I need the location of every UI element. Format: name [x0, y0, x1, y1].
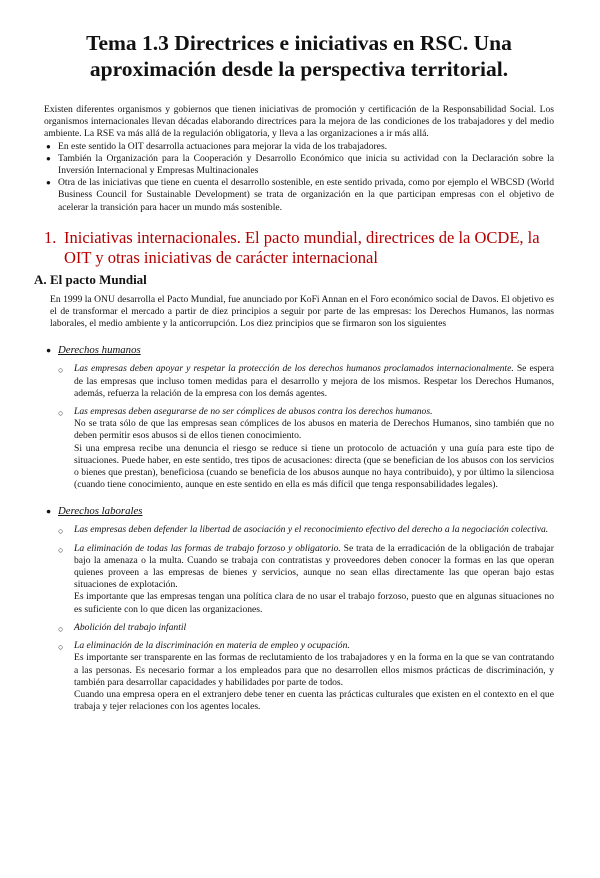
principle-text: No se trata sólo de que las empresas sean cómplices de los abusos en materia de Derechos Humanos, sino también que no deben permitir esos abusos si de ellos tienen conocimiento. — [74, 418, 554, 442]
pacto-mundial-paragraph: En 1999 la ONU desarrolla el Pacto Mundial, fue anunciado por KoFi Annan en el Foro económico social de Davos. El objetivo es el de transformar el mercado a partir de diez principios a seguir por parte de las empresas: los Derechos Humanos, las normas laborales, el medio ambiente y la anticorrupción. Los diez principios que se firmaron son los siguientes — [50, 293, 554, 330]
bullet-icon: ● — [46, 178, 51, 188]
section-heading-1 — [44, 228, 554, 268]
principle-text: Cuando una empresa opera en el extranjero debe tener en cuenta las prácticas culturales que existen en el contexto en el que trabaja y tejer relaciones con los agentes locales. — [74, 688, 554, 713]
bullet-icon: ● — [46, 141, 51, 151]
circle-bullet-icon: ○ — [58, 365, 64, 376]
subsection-heading-a — [34, 272, 554, 288]
principle-item — [44, 524, 554, 536]
circle-bullet-icon: ○ — [58, 526, 64, 537]
document-page — [0, 30, 600, 878]
principle-item — [44, 406, 554, 491]
principle-text: Es importante que las empresas tengan una política clara de no usar el trabajo forzoso, puesto que en algunas situaciones no es suficiente con lo que dicen las organizaciones. — [74, 591, 554, 615]
section-number: 1. — [44, 227, 57, 247]
bullet-icon: ● — [46, 153, 51, 163]
bullet-icon: ● — [46, 506, 52, 517]
bullet-icon: ● — [46, 345, 52, 356]
circle-bullet-icon: ○ — [58, 623, 64, 634]
subsection-title: El pacto Mundial — [50, 271, 147, 287]
circle-bullet-icon: ○ — [58, 642, 64, 653]
principle-title: La eliminación de todas las formas de trabajo forzoso y obligatorio. — [74, 542, 341, 554]
document-title: Tema 1.3 Directrices e iniciativas en RSC. Una aproximación desde la perspectiva territorial. — [86, 31, 512, 81]
principle-text: Si una empresa recibe una denuncia el riesgo se reduce si tiene un protocolo de actuación y una guía para este tipo de situaciones. Puede haber, en este sentido, tres tipos de acusaciones: directa (que se benefician de los abusos con los servicios o bienes que prestan), beneficiosa (cuando se beneficia de los abusos aunque no haya contribuido), y por último la silenciosa (cuando tiene conocimiento, aunque en este sentido en ella es más difícil que tenga responsabilidades legales). — [74, 442, 554, 491]
intro-bullet: ● Otra de las iniciativas que tiene en cuenta el desarrollo sostenible, en este sentido privada, como por ejemplo el WBCSD (World Business Council for Sustainable Development) se trata de organización en la que participan empresas con el objetivo de acelerar la transición para hacer un mundo más sostenible. — [46, 177, 554, 213]
circle-bullet-icon: ○ — [58, 544, 64, 555]
principle-item — [44, 363, 554, 400]
derechos-laborales-section — [44, 505, 554, 713]
intro-bullet: ● En este sentido la OIT desarrolla actuaciones para mejorar la vida de los trabajadores. — [46, 140, 388, 152]
principle-text: Se espera de las empresas que incluso tomen medidas para el desarrollo y mejora de los mismos. Respetar los Derechos Humanos, además, refuerza la relación de la empresa con los demás agentes. — [74, 363, 554, 399]
derechos-humanos-heading: ● Derechos humanos — [46, 344, 141, 357]
principle-item — [44, 640, 554, 713]
principle-text: Se trata de la erradicación de la obligación de trabajar bajo la amenaza o la multa. Cuando se trabaja con contratistas y proveedores deben conocer la formas en las que operan quienes proveen a las empresas de bienes y servicios, aunque no sean ellas directamente las que operan bajo estas situaciones de explotación. — [74, 542, 554, 591]
principle-title: Las empresas deben apoyar y respetar la protección de los derechos humanos proclamados internacionalmente. — [74, 363, 514, 375]
intro-paragraph: Existen diferentes organismos y gobiernos que tienen iniciativas de promoción y certificación de la Responsabilidad Social. Los organismos internacionales llevan décadas elaborando directrices para la mejora de las condiciones de los trabajadores y del medio ambiente. La RSE va más allá de la regulación obligatoria, y lleva a las organizaciones a ir más allá. — [44, 104, 554, 140]
circle-bullet-icon: ○ — [58, 408, 64, 419]
principle-title: Las empresas deben asegurarse de no ser cómplices de abusos contra los derechos humanos. — [74, 406, 433, 418]
principle-title: Abolición del trabajo infantil — [74, 621, 187, 633]
principle-text: Es importante ser transparente en las formas de reclutamiento de los trabajadores y en la forma en la que se van contratando a las personas. Es necesario formar a los empleados para que no desarrollen ellos mismos prácticas de discriminación, y también para desarrollar capacidades y habilidades por parte de todos. — [74, 652, 554, 688]
principle-item — [44, 622, 554, 634]
principle-title: Las empresas deben defender la libertad de asociación y el reconocimiento efectivo del derecho a la negociación colectiva. — [74, 524, 549, 536]
subsection-letter: A. — [34, 271, 47, 287]
intro-bullet: ● También la Organización para la Cooperación y Desarrollo Económico que inicia su actividad con la Declaración sobre la Inversión Internacional y Empresas Multinacionales — [46, 152, 554, 177]
section-title: Iniciativas internacionales. El pacto mundial, directrices de la OCDE, la OIT y otras iniciativas de carácter internacional — [64, 227, 540, 267]
principle-item — [44, 543, 554, 616]
principle-title: La eliminación de la discriminación en materia de empleo y ocupación. — [74, 640, 350, 652]
derechos-laborales-heading: ● Derechos laborales — [46, 505, 143, 518]
derechos-humanos-section — [44, 344, 554, 491]
intro-section — [44, 104, 554, 214]
